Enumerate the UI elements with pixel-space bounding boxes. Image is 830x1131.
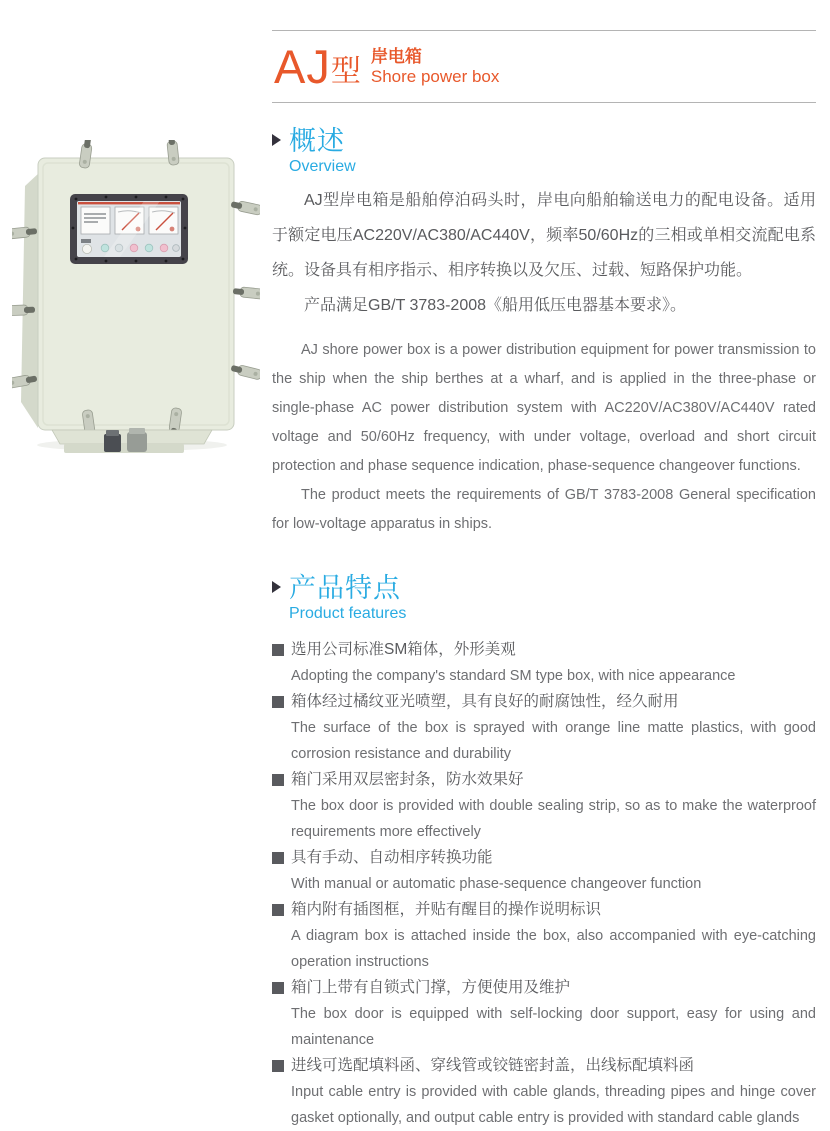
bullet-square-icon [272, 1060, 284, 1072]
bullet-square-icon [272, 644, 284, 656]
feature-text-cn: 箱体经过橘纹亚光喷塑，具有良好的耐腐蚀性，经久耐用 [291, 693, 679, 710]
feature-text-cn: 箱内附有插图框，并贴有醒目的操作说明标识 [291, 901, 602, 918]
feature-text-en: The box door is equipped with self-locking door support, easy for using and maintenance [291, 1006, 816, 1048]
feature-text-cn: 箱门采用双层密封条，防水效果好 [291, 771, 524, 788]
feature-item [272, 897, 816, 975]
bullet-square-icon [272, 774, 284, 786]
section-title-cn: 产品特点 [289, 573, 401, 603]
overview-paragraphs-en [272, 336, 816, 539]
meter-window [70, 194, 188, 264]
feature-item [272, 1053, 816, 1131]
product-model-latin: AJ [274, 40, 331, 93]
feature-line-cn [272, 975, 816, 1001]
feature-line-cn [272, 1053, 816, 1079]
section-features-titles [289, 572, 406, 623]
feature-text-cn: 具有手动、自动相序转换功能 [291, 849, 493, 866]
feature-text-cn: 选用公司标准SM箱体，外形美观 [291, 641, 516, 658]
overview-paragraphs-cn [272, 183, 816, 323]
analog-meter [81, 207, 110, 234]
feature-text-cn: 进线可选配填料函、穿线管或铰链密封盖，出线标配填料函 [291, 1057, 695, 1074]
bullet-square-icon [272, 904, 284, 916]
section-features-header [272, 572, 816, 623]
bullet-square-icon [272, 982, 284, 994]
feature-text-en: Adopting the company's standard SM type box, with nice appearance [291, 668, 736, 684]
overview-paragraph-en: The product meets the requirements of GB/T 3783-2008 General specification for low-voltage apparatus in ships. [272, 487, 816, 532]
page-title [272, 31, 816, 102]
feature-text-en: A diagram box is attached inside the box, also accompanied with eye-catching operation instructions [291, 928, 816, 970]
overview-paragraph-en: AJ shore power box is a power distribution equipment for power transmission to the ship when the ship berthes at a wharf, and is applied in the three-phase or single-phase AC power distribution system with AC220V/AC380V/AC440V rated voltage and 50/60Hz frequency, with under voltage, overload and short circuit protection and phase sequence indication, phase-sequence changeover functions. [272, 342, 816, 474]
product-photo [12, 140, 260, 458]
product-subtitle-en: Shore power box [370, 67, 500, 86]
feature-item [272, 689, 816, 767]
feature-item [272, 845, 816, 897]
overview-paragraph-cn: AJ型岸电箱是船舶停泊码头时，岸电向船舶输送电力的配电设备。适用于额定电压AC220V/AC380/AC440V，频率50/60Hz的三相或单相交流配电系统。设备具有相序指示、相序转换以及欠压、过载、短路保护功能。 [272, 192, 816, 279]
bullet-square-icon [272, 696, 284, 708]
section-overview-titles [289, 125, 356, 176]
feature-list [272, 637, 816, 1131]
feature-text-en: The surface of the box is sprayed with orange line matte plastics, with good corrosion resistance and durability [291, 720, 816, 762]
feature-item [272, 767, 816, 845]
box-side-face [21, 172, 40, 428]
feature-line-cn [272, 897, 816, 923]
feature-item [272, 637, 816, 689]
feature-item [272, 975, 816, 1053]
overview-paragraph-cn: 产品满足GB/T 3783-2008《船用低压电器基本要求》。 [304, 297, 687, 314]
section-overview-header [272, 125, 816, 176]
feature-text-en: Input cable entry is provided with cable glands, threading pipes and hinge cover gasket optionally, and output cable entry is provided with standard cable glands [291, 1084, 816, 1126]
section-title-cn: 概述 [289, 126, 345, 156]
section-arrow-icon [272, 581, 281, 593]
analog-meter [149, 207, 178, 234]
section-title-en: Overview [289, 158, 356, 175]
product-model [274, 40, 361, 93]
product-subtitle [371, 47, 500, 90]
feature-line-cn [272, 845, 816, 871]
section-arrow-icon [272, 134, 281, 146]
feature-line-cn [272, 637, 816, 663]
feature-line-cn [272, 689, 816, 715]
product-subtitle-cn: 岸电箱 [370, 47, 422, 66]
divider [272, 102, 816, 103]
feature-line-cn [272, 767, 816, 793]
feature-text-en: With manual or automatic phase-sequence changeover function [291, 876, 702, 892]
content-column [272, 0, 816, 1131]
section-title-en: Product features [289, 605, 407, 622]
bullet-square-icon [272, 852, 284, 864]
feature-text-cn: 箱门上带有自锁式门撑，方便使用及维护 [291, 979, 571, 996]
feature-text-en: The box door is provided with double sealing strip, so as to make the waterproof requirements more effectively [291, 798, 816, 840]
product-model-suffix: 型 [330, 55, 361, 88]
